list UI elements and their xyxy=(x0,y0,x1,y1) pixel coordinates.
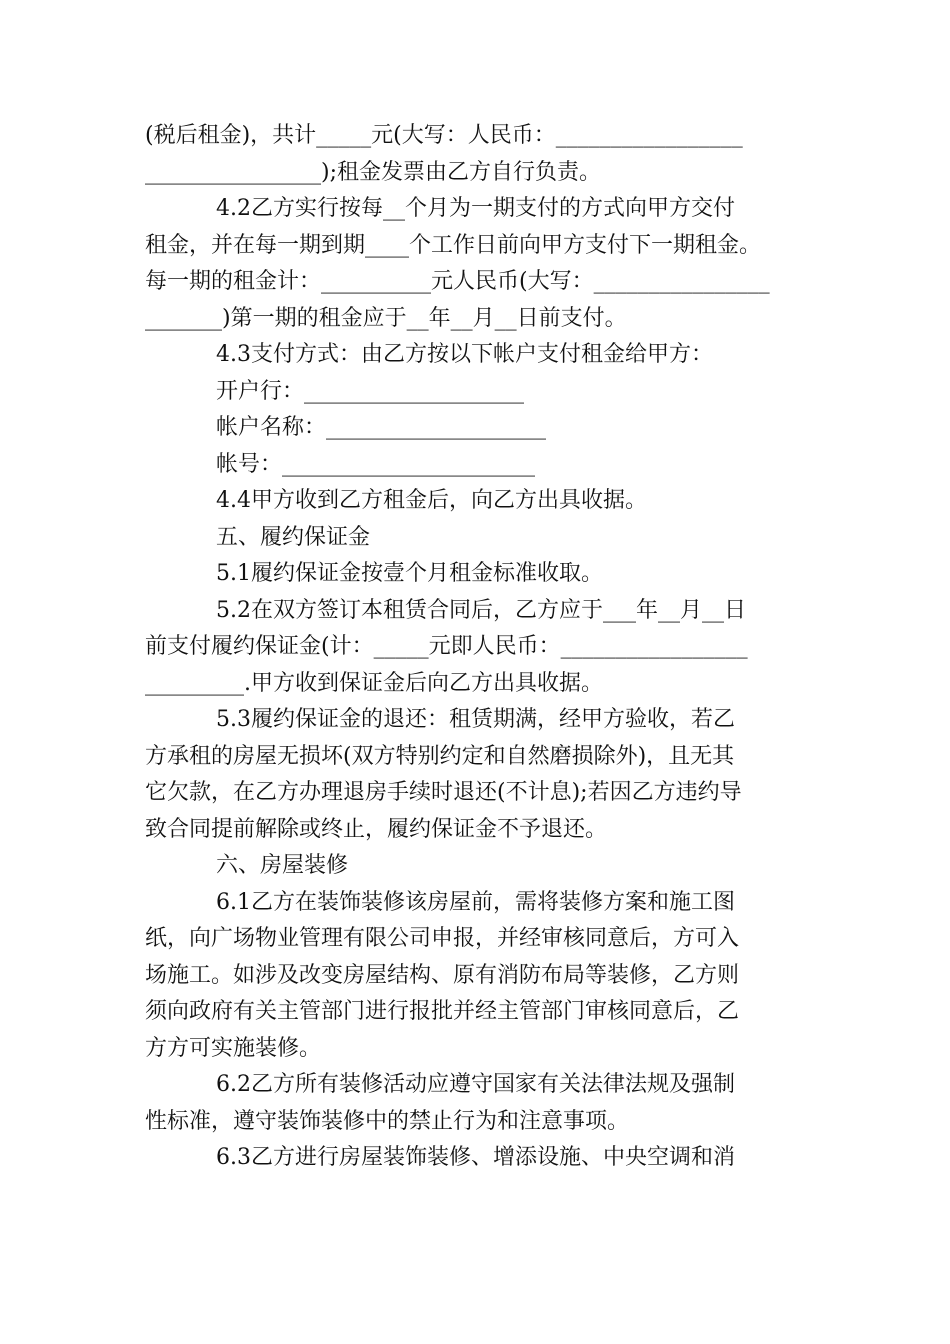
clause-4-3: 4.3支付方式：由乙方按以下帐户支付租金给甲方： xyxy=(216,342,713,367)
text-line-6: _______)第一期的租金应于__年__月__日前支付。 xyxy=(145,305,627,331)
account-name-field: 帐户名称：____________________ xyxy=(216,415,547,440)
account-number-field: 帐号：_______________________ xyxy=(216,451,536,477)
bank-name-field: 开户行：____________________ xyxy=(216,378,525,404)
section-heading-6: 六、房屋装修 xyxy=(216,853,349,878)
text-line-25: 须向政府有关主管部门进行报批并经主管部门审核同意后，乙 xyxy=(145,999,740,1024)
text-line-19: 它欠款，在乙方办理退房手续时退还(不计息);若因乙方违约导 xyxy=(145,780,742,805)
clause-5-1: 5.1履约保证金按壹个月租金标准收取。 xyxy=(216,561,603,586)
text-line-24: 场施工。如涉及改变房屋结构、原有消防布局等装修，乙方则 xyxy=(145,962,740,988)
clause-5-2: 5.2在双方签订本租赁合同后，乙方应于___年__月__日 xyxy=(216,597,746,623)
text-line-23: 纸，向广场物业管理有限公司申报，并经审核同意后，方可入 xyxy=(145,926,740,951)
text-line-4: 租金，并在每一期到期____个工作日前向甲方支付下一期租金。 xyxy=(145,232,762,258)
text-line-15: 前支付履约保证金(计：_____元即人民币：_________________ xyxy=(145,634,748,659)
text-line-2: ________________);租金发票由乙方自行负责。 xyxy=(145,159,601,185)
clause-6-1: 6.1乙方在装饰装修该房屋前，需将装修方案和施工图 xyxy=(216,889,735,915)
clause-6-3: 6.3乙方进行房屋装饰装修、增添设施、中央空调和消 xyxy=(216,1145,735,1170)
clause-4-4: 4.4甲方收到乙方租金后，向乙方出具收据。 xyxy=(216,488,647,513)
text-line-5: 每一期的租金计：__________元人民币(大写：________________ xyxy=(145,269,770,294)
clause-6-2: 6.2乙方所有装修活动应遵守国家有关法律法规及强制 xyxy=(216,1072,735,1097)
text-line-16: _________.甲方收到保证金后向乙方出具收据。 xyxy=(145,670,603,696)
section-heading-5: 五、履约保证金 xyxy=(216,524,371,550)
text-line-1: (税后租金)，共计_____元(大写：人民币：_________________ xyxy=(145,123,743,148)
text-line-20: 致合同提前解除或终止，履约保证金不予退还。 xyxy=(145,816,608,842)
clause-5-3: 5.3履约保证金的退还：租赁期满，经甲方验收，若乙 xyxy=(216,707,735,732)
text-line-26: 方方可实施装修。 xyxy=(145,1035,322,1061)
text-line-28: 性标准，遵守装饰装修中的禁止行为和注意事项。 xyxy=(145,1108,630,1134)
document-body xyxy=(145,118,805,1177)
clause-4-2: 4.2乙方实行按每__个月为一期支付的方式向甲方交付 xyxy=(216,196,735,221)
text-line-18: 方承租的房屋无损坏(双方特别约定和自然磨损除外)，且无其 xyxy=(145,743,735,769)
